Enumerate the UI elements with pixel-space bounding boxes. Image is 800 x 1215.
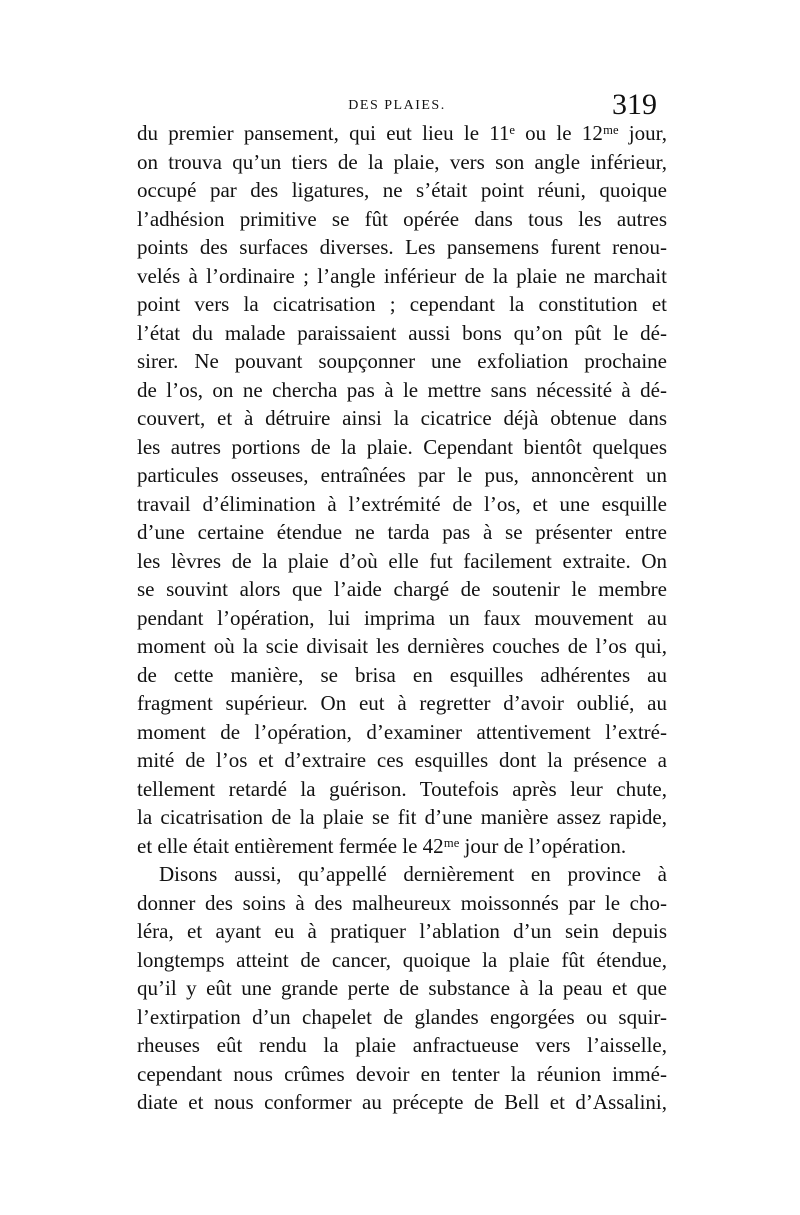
text-line: occupé par des ligatures, ne s’était point réuni, quoique: [137, 178, 667, 202]
text-line: pendant l’opération, lui imprima un faux mouvement au: [137, 605, 667, 630]
text-line: cependant nous crûmes devoir en tenter la réunion immé-: [137, 1061, 667, 1086]
text-line: longtemps atteint de cancer, quoique la plaie fût étendue,: [137, 947, 667, 972]
text-line: Disons aussi, qu’appellé dernièrement en province à: [159, 862, 667, 886]
text-line: de cette manière, se brisa en esquilles adhérentes au: [137, 662, 667, 687]
text-line: fragment supérieur. On eut à regretter d’avoir oublié, au: [137, 691, 667, 715]
page-number: 319: [612, 88, 657, 121]
running-head-title: DES PLAIES.: [348, 98, 446, 113]
text-line: l’adhésion primitive se fût opérée dans tous les autres: [137, 206, 667, 231]
text-line: léra, et ayant eu à pratiquer l’ablation d’un sein depuis: [137, 919, 667, 943]
text-line: moment où la scie divisait les dernières couches de l’os qui,: [137, 634, 667, 658]
text-line: d’une certaine étendue ne tarda pas à se présenter entre: [137, 520, 667, 544]
text-line: la cicatrisation de la plaie se fit d’une manière assez rapide,: [137, 805, 667, 829]
text-line: mité de l’os et d’extraire ces esquilles dont la présence a: [137, 748, 667, 772]
text-line: velés à l’ordinaire ; l’angle inférieur de la plaie ne marchait: [137, 263, 667, 288]
text-line: on trouva qu’un tiers de la plaie, vers son angle inférieur,: [137, 149, 667, 174]
text-line: les autres portions de la plaie. Cependant bientôt quelques: [137, 434, 667, 459]
text-line: l’état du malade paraissaient aussi bons qu’on pût le dé-: [137, 320, 667, 345]
text-line: sirer. Ne pouvant soupçonner une exfoliation prochaine: [137, 349, 667, 373]
text-line: couvert, et à détruire ainsi la cicatrice déjà obtenue dans: [137, 406, 667, 430]
text-line: tellement retardé la guérison. Toutefois après leur chute,: [137, 776, 667, 801]
text-line: qu’il y eût une grande perte de substance à la peau et que: [137, 976, 667, 1000]
text-line: travail d’élimination à l’extrémité de l’os, et une esquille: [137, 491, 667, 516]
text-line: rheuses eût rendu la plaie anfractueuse vers l’aisselle,: [137, 1033, 667, 1057]
text-line: donner des soins à des malheureux moissonnés par le cho-: [137, 890, 667, 915]
text-line: moment de l’opération, d’examiner attentivement l’extré-: [137, 719, 667, 744]
text-line: et elle était entièrement fermée le 42ᵐᵉ jour de l’opération.: [137, 833, 627, 858]
text-line: l’extirpation d’un chapelet de glandes engorgées ou squir-: [137, 1004, 667, 1029]
body-text: [137, 119, 667, 1117]
text-line: points des surfaces diverses. Les pansemens furent renou-: [137, 235, 667, 259]
text-line: particules osseuses, entraînées par le pus, annoncèrent un: [137, 463, 667, 487]
text-line: du premier pansement, qui eut lieu le 11ᵉ ou le 12ᵐᵉ jour,: [137, 121, 667, 145]
text-line: point vers la cicatrisation ; cependant la constitution et: [137, 292, 667, 316]
text-line: de l’os, on ne chercha pas à le mettre sans nécessité à dé-: [137, 377, 667, 402]
text-line: les lèvres de la plaie d’où elle fut facilement extraite. On: [137, 548, 667, 573]
text-line: se souvint alors que l’aide chargé de soutenir le membre: [137, 577, 667, 601]
text-line: diate et nous conformer au précepte de Bell et d’Assalini,: [137, 1090, 667, 1114]
